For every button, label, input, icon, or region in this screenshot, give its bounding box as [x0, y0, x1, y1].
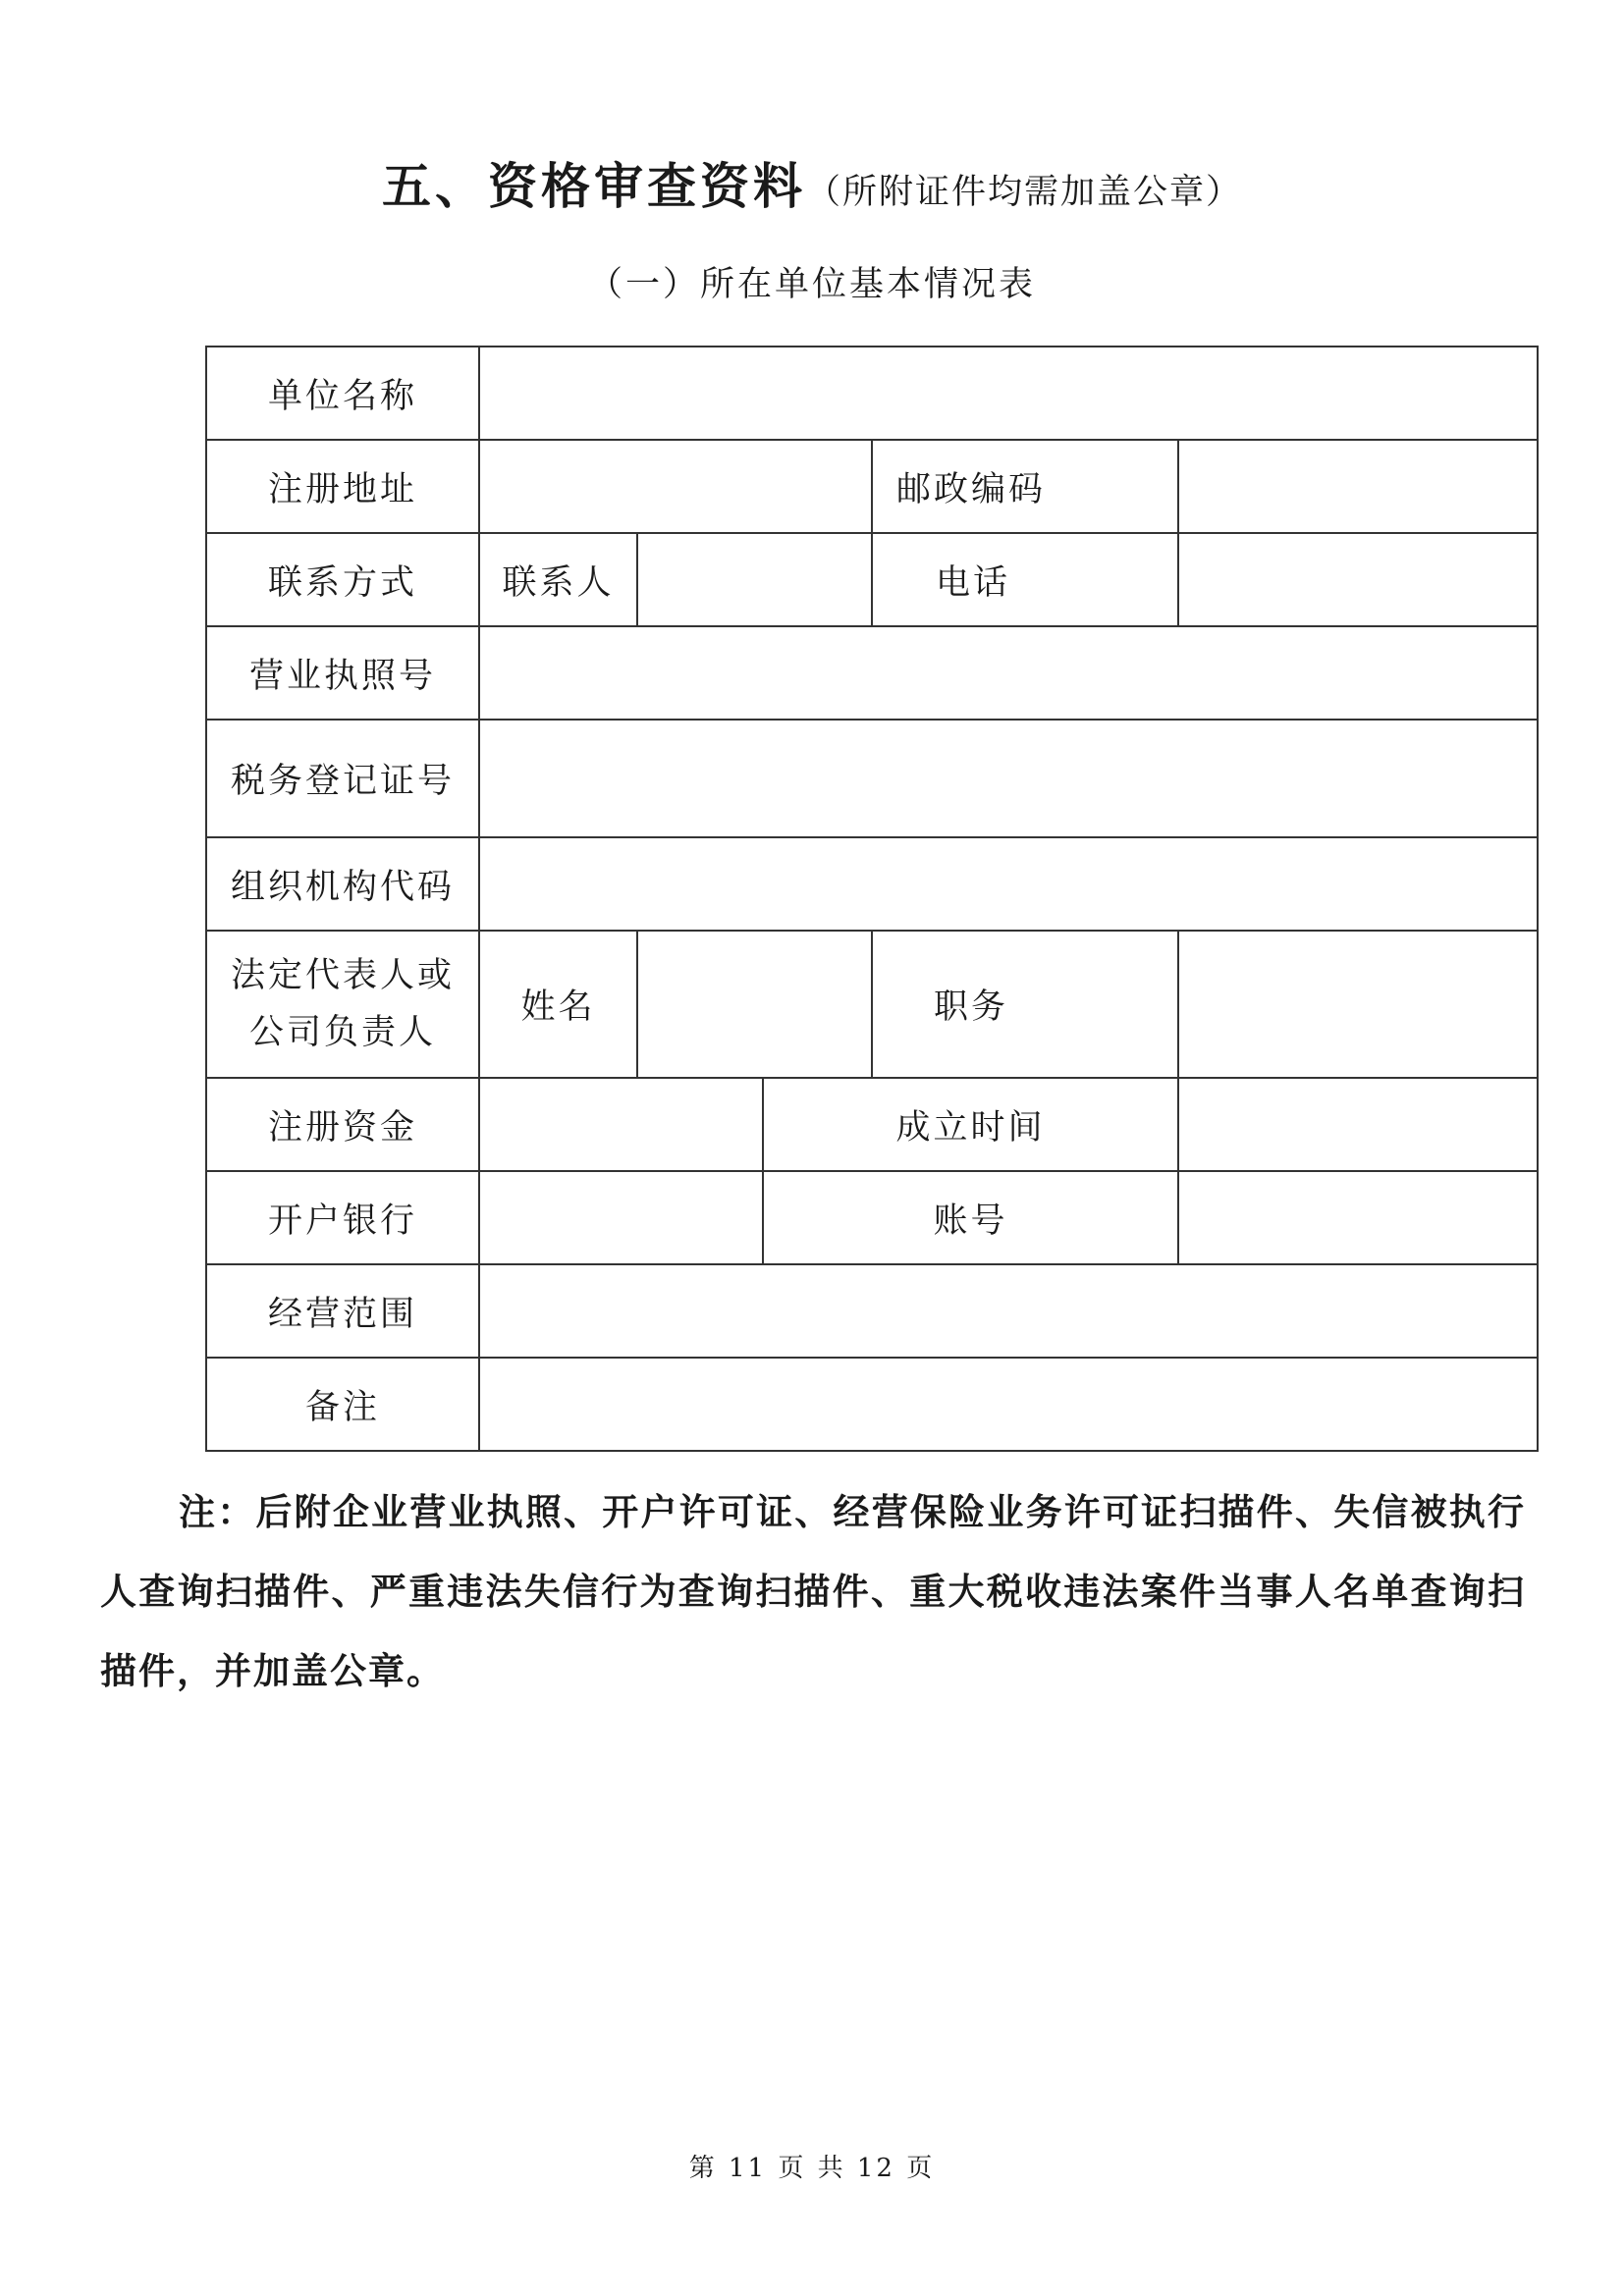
label-account: 账号 [763, 1171, 1178, 1264]
label-position: 职务 [872, 931, 1178, 1078]
table-row [206, 837, 1538, 931]
label-bank: 开户银行 [206, 1171, 479, 1264]
table-row [206, 440, 1538, 533]
footnote: 注：后附企业营业执照、开户许可证、经营保险业务许可证扫描件、失信被执行人查询扫描件、严重违法失信行为查询扫描件、重大税收违法案件当事人名单查询扫描件，并加盖公章。 [100, 1491, 1526, 1692]
value-position[interactable] [1178, 931, 1538, 1078]
label-established: 成立时间 [763, 1078, 1178, 1171]
label-business-scope: 经营范围 [206, 1264, 479, 1358]
value-reg-address[interactable] [479, 440, 872, 533]
value-remarks[interactable] [479, 1358, 1538, 1451]
title-main: 五、资格审查资料 [381, 158, 806, 215]
title-note: （所附证件均需加盖公章） [805, 173, 1242, 212]
value-reg-capital[interactable] [479, 1078, 763, 1171]
value-account[interactable] [1178, 1171, 1538, 1264]
table-row [206, 1264, 1538, 1358]
table-row [206, 1078, 1538, 1171]
label-reg-address: 注册地址 [206, 440, 479, 533]
table-row [206, 626, 1538, 720]
label-phone: 电话 [872, 533, 1178, 626]
value-org-code[interactable] [479, 837, 1538, 931]
table-title: （一）所在单位基本情况表 [587, 265, 1036, 304]
table-row [206, 1358, 1538, 1451]
unit-info-table [205, 346, 1539, 1452]
table-row [206, 533, 1538, 626]
label-remarks: 备注 [206, 1358, 479, 1451]
table-row [206, 1171, 1538, 1264]
value-unit-name[interactable] [479, 347, 1538, 440]
label-legal-rep [206, 931, 479, 1078]
label-contact-method: 联系方式 [206, 533, 479, 626]
table-row [206, 720, 1538, 837]
label-reg-capital: 注册资金 [206, 1078, 479, 1171]
label-business-license: 营业执照号 [206, 626, 479, 720]
label-postal-code: 邮政编码 [872, 440, 1178, 533]
label-legal-rep-line1: 法定代表人或 [230, 956, 455, 995]
table-row [206, 931, 1538, 1078]
value-established[interactable] [1178, 1078, 1538, 1171]
value-name[interactable] [637, 931, 872, 1078]
label-name: 姓名 [479, 931, 637, 1078]
value-phone[interactable] [1178, 533, 1538, 626]
label-contact-person: 联系人 [479, 533, 637, 626]
value-tax-reg-no[interactable] [479, 720, 1538, 837]
value-bank[interactable] [479, 1171, 763, 1264]
table-row [206, 347, 1538, 440]
label-unit-name: 单位名称 [206, 347, 479, 440]
value-postal-code[interactable] [1178, 440, 1538, 533]
value-contact-person[interactable] [637, 533, 872, 626]
page-title [0, 147, 1624, 218]
value-business-license[interactable] [479, 626, 1538, 720]
label-tax-reg-no: 税务登记证号 [206, 720, 479, 837]
page-number: 第 11 页 共 12 页 [688, 2154, 936, 2183]
label-legal-rep-line2: 公司负责人 [248, 1013, 436, 1052]
value-business-scope[interactable] [479, 1264, 1538, 1358]
label-org-code: 组织机构代码 [206, 837, 479, 931]
